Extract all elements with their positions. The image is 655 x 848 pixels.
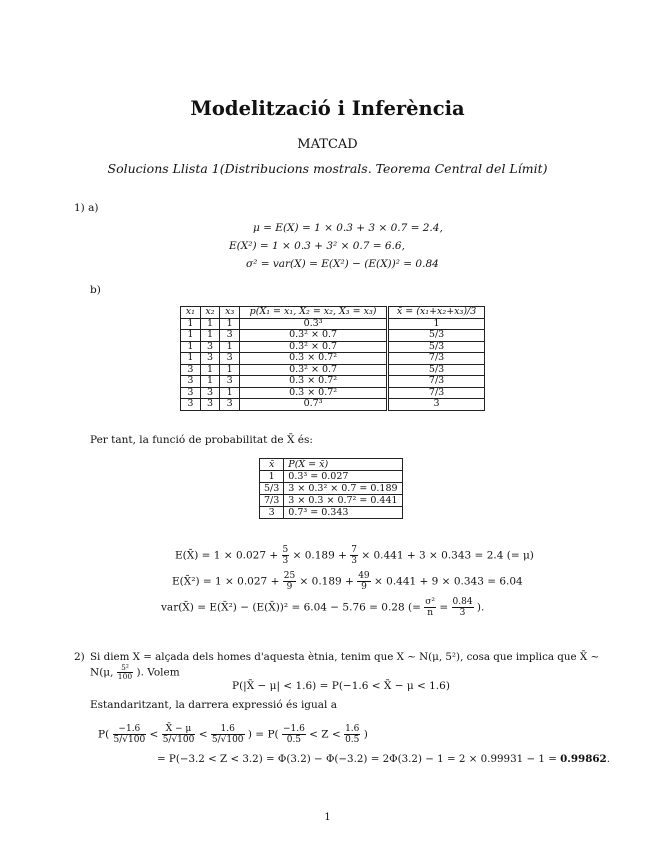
- cell: 0.3² × 0.7: [240, 364, 388, 376]
- equation-mean: [175, 545, 534, 566]
- header-xbar: x̄: [260, 459, 284, 471]
- fraction-num: 0.84: [452, 597, 473, 607]
- cell: 3 × 0.3² × 0.7 = 0.189: [284, 483, 402, 495]
- cell: 3: [200, 341, 220, 353]
- fraction-den: 0.5: [345, 735, 360, 745]
- cell: 3: [200, 399, 220, 411]
- table-row: [181, 387, 485, 399]
- equation-probability: P(|X̄ − μ| < 1.6) = P(−1.6 < X̄ − μ < 1.6): [232, 680, 450, 692]
- cell: 3: [220, 330, 240, 342]
- cell: 1: [220, 364, 240, 376]
- pmf-table: [259, 458, 403, 519]
- cell: 0.3³: [240, 318, 388, 330]
- cell: 3: [200, 353, 220, 365]
- header-prob: P(X̄ = x̄): [284, 459, 402, 471]
- cell: 5/3: [388, 364, 485, 376]
- fraction-den: n: [427, 608, 434, 618]
- fraction: [113, 724, 147, 745]
- equation-sigma: σ² = var(X) = E(X²) − (E(X))² = 0.84: [246, 258, 439, 270]
- table-row: [181, 364, 485, 376]
- fraction: [424, 597, 436, 618]
- cell: 0.3² × 0.7: [240, 330, 388, 342]
- fraction: [452, 597, 474, 618]
- table-row: [260, 495, 403, 507]
- cell: 3: [181, 387, 201, 399]
- cell: 1: [220, 341, 240, 353]
- equation-standardized: [98, 724, 368, 745]
- equation-part: E(X̄) = 1 × 0.027 +: [175, 549, 279, 562]
- sample-table: [180, 306, 485, 411]
- fraction-den: 9: [361, 582, 367, 592]
- cell: 0.3³ = 0.027: [284, 471, 402, 483]
- fraction: [357, 571, 370, 592]
- fraction: [283, 571, 296, 592]
- equation-part: × 0.441 + 3 × 0.343 = 2.4 (= μ): [361, 549, 534, 562]
- fraction-num: 25: [283, 571, 296, 581]
- equation-part: × 0.189 +: [292, 549, 347, 562]
- equation-part: ) = P(: [247, 728, 279, 741]
- table-row: [260, 483, 403, 495]
- equation-part: ): [363, 728, 368, 741]
- fraction-num: −1.6: [113, 724, 147, 735]
- cell: 3 × 0.3 × 0.7² = 0.441: [284, 495, 402, 507]
- fraction-den: 9: [286, 582, 293, 592]
- fraction-den: 5/√100: [113, 735, 146, 745]
- equation-part: < Z <: [309, 728, 341, 741]
- fraction-den: 5/√100: [211, 735, 244, 745]
- cell: 1: [181, 341, 201, 353]
- pmf-table-header: [260, 459, 403, 471]
- fraction-num: 7: [351, 545, 357, 555]
- text-part: N(μ,: [90, 666, 114, 679]
- cell: 1: [388, 318, 485, 330]
- cell: 1: [200, 330, 220, 342]
- table-row: [181, 399, 485, 411]
- table-row: [181, 376, 485, 388]
- problem-2-label: 2): [74, 651, 85, 663]
- fraction-den: 3: [459, 608, 466, 618]
- sample-table-header: [181, 307, 485, 319]
- cell: 3: [388, 399, 485, 411]
- equation-part: E(X̄²) = 1 × 0.027 +: [172, 575, 280, 588]
- fraction: [162, 724, 196, 745]
- cell: 5/3: [388, 341, 485, 353]
- page-number: 1: [324, 812, 331, 823]
- problem-1-label: 1) a): [74, 202, 99, 214]
- part-b-label: b): [90, 284, 101, 296]
- pmf-intro: Per tant, la funció de probabilitat de X̄ és:: [90, 434, 313, 446]
- fraction-den: 3: [282, 556, 289, 566]
- cell: 1: [200, 364, 220, 376]
- equation-part: <: [198, 728, 208, 741]
- equation-part: <: [149, 728, 159, 741]
- table-row: [181, 341, 485, 353]
- equation-part: P(: [98, 728, 110, 741]
- fraction: [117, 664, 133, 681]
- cell: 5/3: [388, 330, 485, 342]
- equation-variance: [161, 597, 484, 618]
- fraction: [350, 545, 358, 566]
- fraction-num: 1.6: [211, 724, 245, 735]
- cell: 7/3: [388, 353, 485, 365]
- cell: 1: [181, 353, 201, 365]
- fraction-num: 5²: [117, 664, 133, 673]
- fraction: [282, 724, 306, 745]
- fraction-den: 0.5: [286, 735, 302, 745]
- fraction: [344, 724, 360, 745]
- cell: 3: [260, 507, 284, 519]
- fraction: [211, 724, 245, 745]
- header-sample-mean: x̄ = (x₁+x₂+x₃)/3: [388, 307, 485, 319]
- fraction: [282, 545, 290, 566]
- table-row: [181, 318, 485, 330]
- cell: 0.7³ = 0.343: [284, 507, 402, 519]
- header-x3: x₃: [220, 307, 240, 319]
- cell: 1: [220, 318, 240, 330]
- cell: 5/3: [260, 483, 284, 495]
- table-row: [181, 353, 485, 365]
- problem-2-statement: Si diem X = alçada dels homes d'aquesta ètnia, tenim que X ∼ N(μ, 5²), cosa que implica que X̄ ∼: [90, 651, 600, 663]
- header-x2: x₂: [200, 307, 220, 319]
- header-x1: x₁: [181, 307, 201, 319]
- equation-part: × 0.441 + 9 × 0.343 = 6.04: [374, 575, 523, 588]
- cell: 0.7³: [240, 399, 388, 411]
- fraction-num: σ²: [425, 597, 435, 607]
- equation-ex2: E(X²) = 1 × 0.3 + 3² × 0.7 = 6.6,: [229, 240, 405, 252]
- cell: 3: [181, 399, 201, 411]
- cell: 3: [200, 387, 220, 399]
- header-joint-prob: p(X₁ = x₁, X₂ = x₂, X₃ = x₃): [240, 307, 388, 319]
- cell: 3: [220, 376, 240, 388]
- text-part: ). Volem: [136, 666, 180, 679]
- final-result: 0.99862: [560, 753, 607, 765]
- fraction-num: X̄ − μ: [162, 724, 196, 735]
- cell: 1: [260, 471, 284, 483]
- cell: 0.3² × 0.7: [240, 341, 388, 353]
- equation-part: .: [606, 753, 610, 765]
- cell: 3: [181, 376, 201, 388]
- page-title: Modelització i Inferència: [190, 97, 465, 120]
- cell: 0.3 × 0.7²: [240, 387, 388, 399]
- course-name: MATCAD: [297, 137, 358, 152]
- equation-second-moment: [172, 571, 523, 592]
- fraction-num: −1.6: [282, 724, 305, 734]
- cell: 3: [220, 399, 240, 411]
- document-subject: Solucions Llista 1(Distribucions mostrals. Teorema Central del Límit): [107, 161, 548, 176]
- cell: 0.3 × 0.7²: [240, 353, 388, 365]
- cell: 0.3 × 0.7²: [240, 376, 388, 388]
- cell: 3: [181, 364, 201, 376]
- table-row: [260, 471, 403, 483]
- equation-part: = P(−3.2 < Z < 3.2) = Φ(3.2) − Φ(−3.2) = 2Φ(3.2) − 1 = 2 × 0.99931 − 1 =: [157, 753, 557, 765]
- fraction-num: 49: [358, 571, 370, 581]
- cell: 1: [200, 376, 220, 388]
- cell: 3: [220, 353, 240, 365]
- equation-part: × 0.189 +: [299, 575, 354, 588]
- cell: 7/3: [388, 376, 485, 388]
- cell: 7/3: [388, 387, 485, 399]
- cell: 1: [220, 387, 240, 399]
- fraction-den: 5/√100: [162, 735, 195, 745]
- cell: 1: [200, 318, 220, 330]
- cell: 7/3: [260, 495, 284, 507]
- fraction-den: 3: [351, 556, 357, 566]
- cell: 1: [181, 318, 201, 330]
- fraction-num: 1.6: [345, 724, 360, 734]
- fraction-den: 100: [117, 672, 133, 681]
- equation-mu: μ = E(X) = 1 × 0.3 + 3 × 0.7 = 2.4,: [253, 222, 443, 234]
- equation-part: ).: [476, 601, 485, 614]
- table-row: [181, 330, 485, 342]
- cell: 1: [181, 330, 201, 342]
- standardize-text: Estandaritzant, la darrera expressió és igual a: [90, 699, 338, 711]
- fraction-num: 5: [282, 545, 289, 555]
- table-row: [260, 507, 403, 519]
- problem-2-statement-cont: [90, 664, 180, 681]
- equation-final: [157, 753, 610, 766]
- equation-part: var(X̄) = E(X̄²) − (E(X̄))² = 6.04 − 5.76 = 0.28 (=: [161, 601, 421, 614]
- equation-part: =: [439, 601, 449, 614]
